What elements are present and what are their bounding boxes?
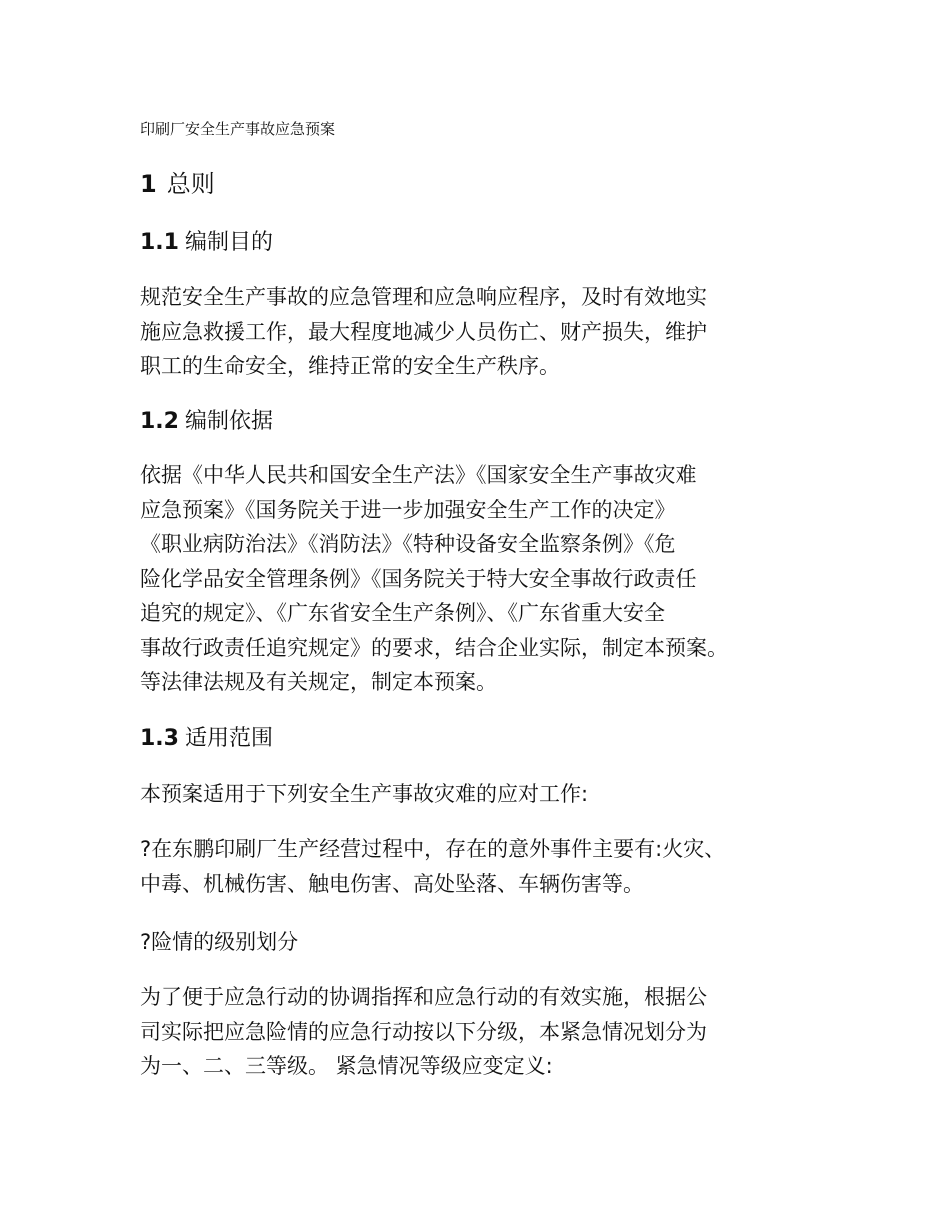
text-line: 职工的生命安全，维持正常的安全生产秩序。 xyxy=(140,354,560,378)
paragraph-incidents xyxy=(140,832,820,901)
section-heading-1-3 xyxy=(140,724,273,754)
text-line: ?在东鹏印刷厂生产经营过程中，存在的意外事件主要有:火灾、 xyxy=(140,837,726,861)
section-number: 1.3 xyxy=(140,726,179,751)
section-title: 适用范围 xyxy=(184,726,273,751)
text-line: 依据《中华人民共和国安全生产法》《国家安全生产事故灾难 xyxy=(140,463,697,487)
text-line: 《职业病防治法》《消防法》《特种设备安全监察条例》《危 xyxy=(140,532,676,556)
text-line: 中毒、机械伤害、触电伤害、高处坠落、车辆伤害等。 xyxy=(140,871,644,896)
paragraph-levels-heading xyxy=(140,925,820,960)
text-line: ?险情的级别划分 xyxy=(140,930,299,954)
section-number: 1.1 xyxy=(140,230,179,255)
text-line: 应急预案》《国务院关于进一步加强安全生产工作的决定》 xyxy=(140,497,676,522)
text-line: 为一、二、三等级。 紧急情况等级应变定义: xyxy=(140,1054,553,1078)
section-number: 1.2 xyxy=(140,409,179,434)
section-title: 总则 xyxy=(166,170,215,198)
section-title: 编制目的 xyxy=(184,230,273,255)
text-line: 施应急救援工作，最大程度地减少人员伤亡、财产损失，维护 xyxy=(140,319,707,344)
paragraph-purpose xyxy=(140,280,820,384)
text-line: 事故行政责任追究规定》的要求，结合企业实际，制定本预案。 xyxy=(140,635,728,660)
text-line: 等法律法规及有关规定，制定本预案。 xyxy=(140,670,497,694)
section-heading-1-2 xyxy=(140,407,273,437)
text-line: 险化学品安全管理条例》《国务院关于特大安全事故行政责任 xyxy=(140,566,697,591)
text-line: 追究的规定》、《广东省安全生产条例》、《广东省重大安全 xyxy=(140,601,665,625)
paragraph-levels xyxy=(140,980,820,1084)
paragraph-basis xyxy=(140,458,820,700)
section-heading-1-1 xyxy=(140,228,273,258)
text-line: 司实际把应急险情的应急行动按以下分级，本紧急情况划分为 xyxy=(140,1019,707,1044)
section-title: 编制依据 xyxy=(184,409,273,434)
document-title: 印刷厂安全生产事故应急预案 xyxy=(140,120,336,138)
text-line: 规范安全生产事故的应急管理和应急响应程序，及时有效地实 xyxy=(140,285,707,309)
paragraph-scope-intro xyxy=(140,777,820,812)
text-line: 为了便于应急行动的协调指挥和应急行动的有效实施，根据公 xyxy=(140,985,707,1009)
section-number: 1 xyxy=(140,170,157,198)
text-line: 本预案适用于下列安全生产事故灾难的应对工作: xyxy=(140,782,589,806)
section-heading-1 xyxy=(140,168,215,200)
